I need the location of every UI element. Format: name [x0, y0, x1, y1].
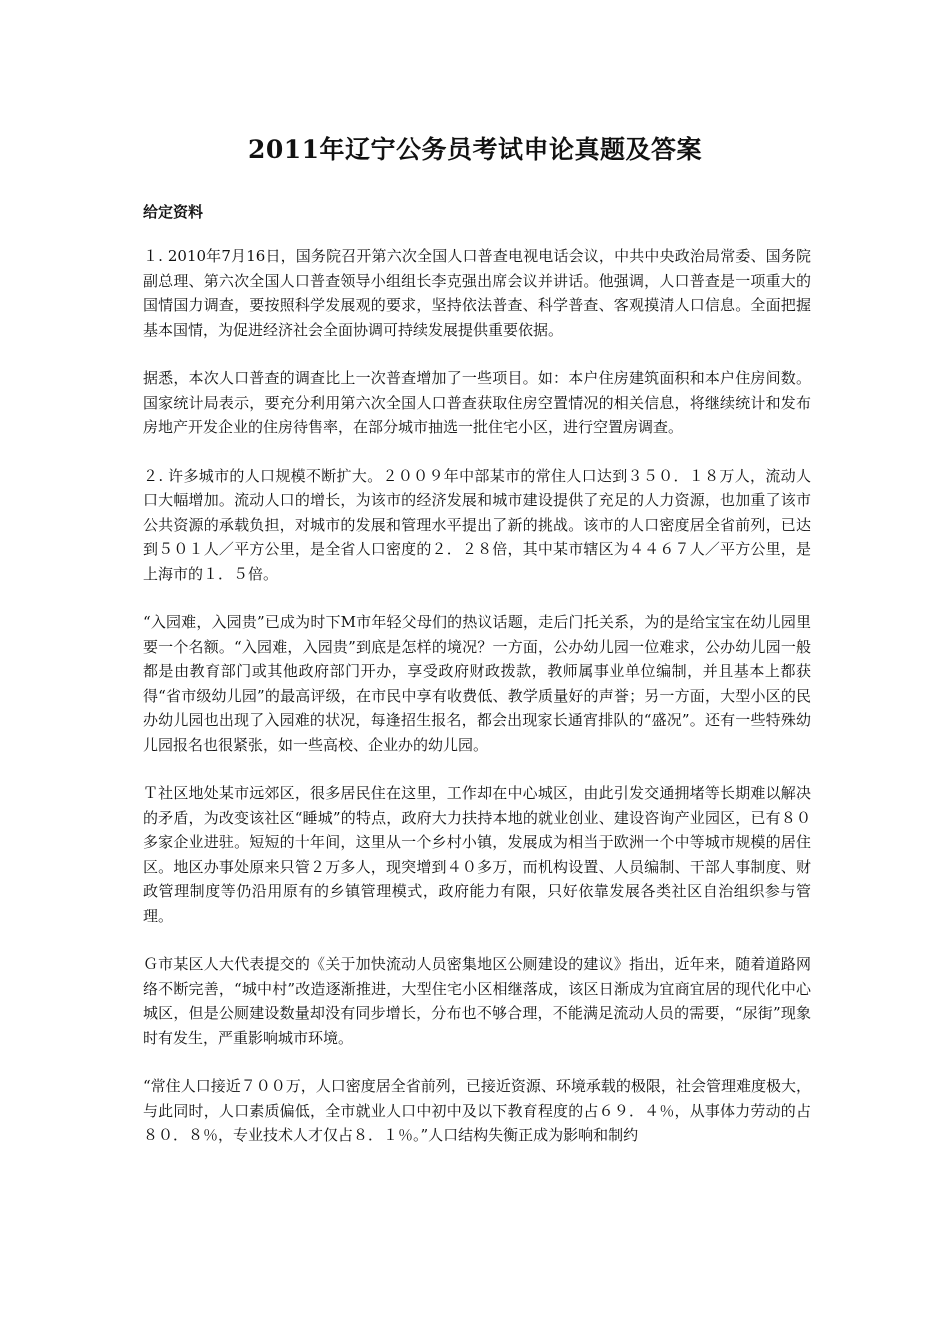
paragraph-1: １. 2010年7月16日，国务院召开第六次全国人口普查电视电话会议，中共中央政治局常委、国务院副总理、第六次全国人口普查领导小组组长李克强出席会议并讲话。他强调，人口普查是一项重大的国情国力调查，要按照科学发展观的要求，坚持依法普查、科学普查、客观摸清人口信息。全面把握基本国情，为促进经济社会全面协调可持续发展提供重要依据。 — [143, 247, 811, 339]
document-body — [143, 244, 811, 1172]
paragraph-7: “常住人口接近７００万，人口密度居全省前列，已接近资源、环境承载的极限，社会管理难度极大，与此同时，人口素质偏低，全市就业人口中初中及以下教育程度的占６９．４％，从事体力劳动的占８０．８％，专业技术人才仅占８．１％。”人口结构失衡正成为影响和制约 — [143, 1077, 811, 1144]
paragraph-5: Ｔ社区地处某市远郊区，很多居民住在这里，工作却在中心城区，由此引发交通拥堵等长期难以解决的矛盾，为改变该社区“睡城”的特点，政府大力扶持本地的就业创业、建设咨询产业园区，已有８０多家企业进驻。短短的十年间，这里从一个乡村小镇，发展成为相当于欧洲一个中等城市规模的居住区。地区办事处原来只管２万多人，现突增到４０多万，而机构设置、人员编制、干部人事制度、财政管理制度等仍沿用原有的乡镇管理模式，政府能力有限，只好依靠发展各类社区自治组织参与管理。 — [143, 784, 811, 925]
paragraph-3: ２. 许多城市的人口规模不断扩大。２００９年中部某市的常住人口达到３５０．１８万人，流动人口大幅增加。流动人口的增长，为该市的经济发展和城市建设提供了充足的人力资源，也加重了该市公共资源的承载负担，对城市的发展和管理水平提出了新的挑战。该市的人口密度居全省前列，已达到５０１人／平方公里，是全省人口密度的２．２８倍，其中某市辖区为４４６７人／平方公里，是上海市的１．５倍。 — [143, 466, 811, 583]
section-heading: 给定资料 — [143, 203, 204, 221]
document-title: 2011年辽宁公务员考试申论真题及答案 — [247, 135, 703, 164]
paragraph-6: Ｇ市某区人大代表提交的《关于加快流动人员密集地区公厕建设的建议》指出，近年来，随着道路网络不断完善，“城中村”改造逐渐推进，大型住宅小区相继落成，该区日渐成为宜商宜居的现代化中心城区，但是公厕建设数量却没有同步增长，分布也不够合理，不能满足流动人员的需要，“尿街”现象时有发生，严重影响城市环境。 — [143, 955, 811, 1047]
paragraph-4: “入园难，入园贵”已成为时下M市年轻父母们的热议话题，走后门托关系，为的是给宝宝在幼儿园里要一个名额。“入园难，入园贵”到底是怎样的境况？一方面，公办幼儿园一位难求，公办幼儿园一般都是由教育部门或其他政府部门开办，享受政府财政拨款，教师属事业单位编制，并且基本上都获得“省市级幼儿园”的最高评级，在市民中享有收费低、教学质量好的声誉；另一方面，大型小区的民办幼儿园也出现了入园难的状况，每逢招生报名，都会出现家长通宵排队的“盛况”。还有一些特殊幼儿园报名也很紧张，如一些高校、企业办的幼儿园。 — [143, 613, 811, 754]
paragraph-2: 据悉，本次人口普查的调查比上一次普查增加了一些项目。如：本户住房建筑面积和本户住房间数。国家统计局表示，要充分利用第六次全国人口普查获取住房空置情况的相关信息，将继续统计和发布房地产开发企业的住房待售率，在部分城市抽选一批住宅小区，进行空置房调查。 — [143, 369, 811, 436]
